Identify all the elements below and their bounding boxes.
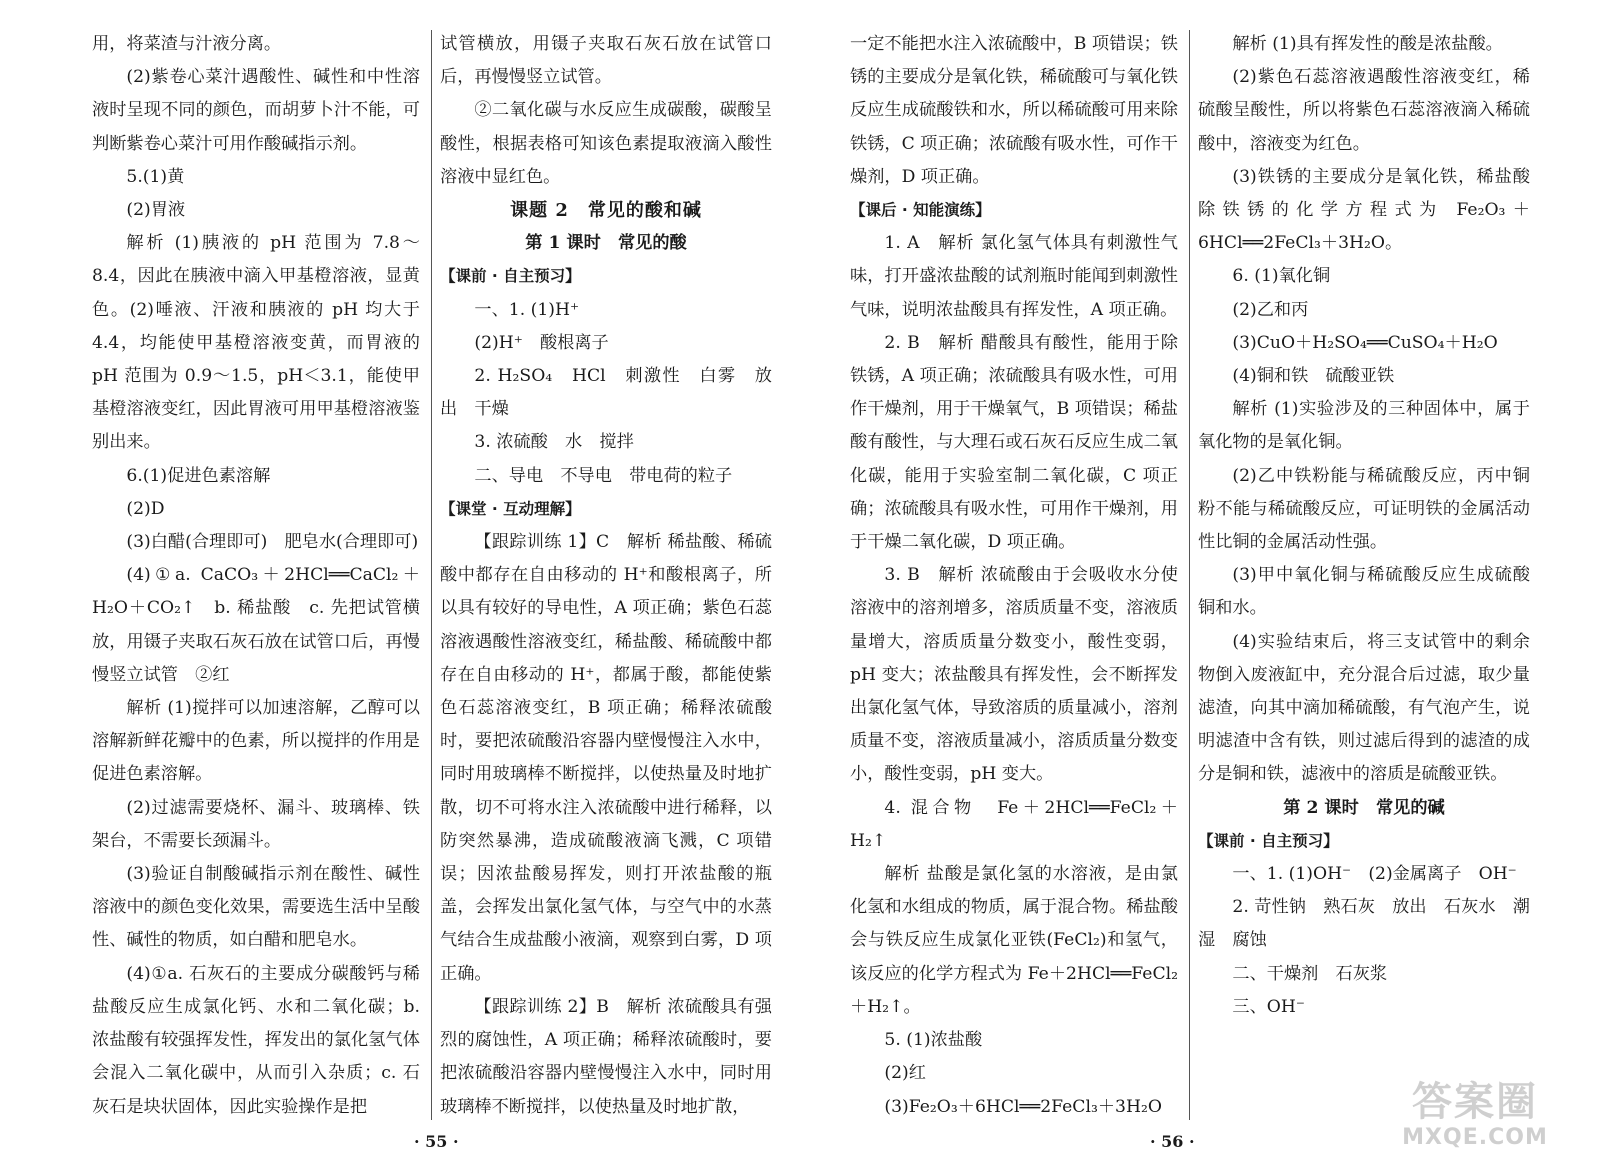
- paragraph: 一定不能把水注入浓硫酸中，B 项错误；铁锈的主要成分是氧化铁，稀硫酸可与氧化铁反应生成硫酸铁和水，所以稀硫酸可用来除铁锈，C 项正确；浓硫酸有吸水性，可作干燥剂，D 项正确。: [850, 34, 1178, 187]
- column-4: [1198, 28, 1530, 1024]
- column-1: [92, 28, 420, 1124]
- paragraph: (2)H⁺ 酸根离子: [474, 332, 609, 353]
- paragraph: 二、导电 不导电 带电荷的粒子: [474, 465, 733, 486]
- paragraph: 3. 浓硫酸 水 搅拌: [474, 432, 634, 453]
- column-2: [440, 28, 772, 1124]
- paragraph: 2. B 解析 醋酸具有酸性，能用于除铁锈，A 项正确；浓硫酸具有吸水性，可用作干燥剂，用于干燥氧气，B 项错误；稀盐酸有酸性，与大理石或石灰石反应生成二氧化碳，能用于实验室制二氧化碳，C 项正确；浓硫酸具有吸水性，可用作干燥剂，用于干燥二氧化碳，D 项正确。: [850, 332, 1178, 553]
- watermark-url: MXQE.COM: [1402, 1125, 1548, 1150]
- paragraph: 第 2 课时 常见的碱: [1283, 797, 1445, 818]
- paragraph: 解析 (1)搅拌可以加速溶解，乙醇可以溶解新鲜花瓣中的色素，所以搅拌的作用是促进色素溶解。: [92, 698, 420, 785]
- paragraph: 二、干燥剂 石灰浆: [1232, 963, 1388, 984]
- watermark-logo-text: 答案圈: [1412, 1079, 1538, 1125]
- watermark: [1390, 1079, 1560, 1155]
- paragraph: 2. H₂SO₄ HCl 刺激性 白雾 放出 干燥: [440, 366, 772, 420]
- paragraph: (2)紫卷心菜汁遇酸性、碱性和中性溶液时呈现不同的颜色，而胡萝卜汁不能，可判断紫卷心菜汁可用作酸碱指示剂。: [92, 67, 420, 154]
- paragraph: 一、1. (1)H⁺: [474, 299, 580, 320]
- paragraph: (4)铜和铁 硫酸亚铁: [1232, 366, 1395, 387]
- paragraph: (2)乙中铁粉能与稀硫酸反应，丙中铜粉不能与稀硫酸反应，可证明铁的金属活动性比铜的金属活动性强。: [1198, 465, 1530, 553]
- paragraph: 课题 2 常见的酸和碱: [510, 200, 702, 222]
- paragraph: 【课堂 · 互动理解】: [440, 499, 581, 518]
- paragraph: 1. A 解析 氯化氢气体具有刺激性气味，打开盛浓盐酸的试剂瓶时能闻到刺激性气味，说明浓盐酸具有挥发性，A 项正确。: [850, 233, 1178, 320]
- paragraph: 【课后 · 知能演练】: [850, 201, 991, 220]
- paragraph: 解析 (1)具有挥发性的酸是浓盐酸。: [1232, 34, 1503, 54]
- paragraph: (2)红: [884, 1063, 926, 1084]
- paragraph: 5. (1)浓盐酸: [884, 1030, 983, 1051]
- paragraph: 2. 苛性钠 熟石灰 放出 石灰水 潮湿 腐蚀: [1198, 897, 1530, 951]
- paragraph: 【课前 · 自主预习】: [440, 267, 581, 286]
- paragraph: (3)CuO＋H₂SO₄══CuSO₄＋H₂O: [1232, 332, 1498, 353]
- paragraph: 第 1 课时 常见的酸: [525, 233, 687, 254]
- page-number-right: · 56 ·: [1150, 1132, 1195, 1151]
- paragraph: 【课前 · 自主预习】: [1198, 831, 1339, 850]
- paragraph: 6. (1)氧化铜: [1232, 266, 1331, 287]
- column-3: [850, 28, 1178, 1124]
- paragraph: 4. 混合物 Fe＋2HCl══FeCl₂＋H₂↑: [850, 797, 1178, 851]
- paragraph: 解析 (1)胰液的 pH 范围为 7.8～8.4，因此在胰液中滴入甲基橙溶液，显黄色。(2)唾液、汗液和胰液的 pH 均大于 4.4，均能使甲基橙溶液变黄，而胃液的 pH 范围为 0.9～1.5，pH＜3.1，能使甲基橙溶液变红，因此胃液可用甲基橙溶液鉴别出来。: [92, 233, 420, 453]
- paragraph: (3)白醋(合理即可) 肥皂水(合理即可): [126, 532, 419, 553]
- column-divider: [1189, 30, 1190, 1120]
- paragraph: (2)过滤需要烧杯、漏斗、玻璃棒、铁架台，不需要长颈漏斗。: [92, 797, 420, 851]
- paragraph: 用，将菜渣与汁液分离。: [92, 34, 282, 54]
- paragraph: (2)紫色石蕊溶液遇酸性溶液变红，稀硫酸呈酸性，所以将紫色石蕊溶液滴入稀硫酸中，溶液变为红色。: [1198, 67, 1530, 154]
- paragraph: 【跟踪训练 2】B 解析 浓硫酸具有强烈的腐蚀性，A 项正确；稀释浓硫酸时，要把浓硫酸沿容器内壁慢慢注入水中，同时用玻璃棒不断搅拌，以使热量及时地扩散，: [440, 996, 772, 1117]
- paragraph: 一、1. (1)OH⁻ (2)金属离子 OH⁻: [1232, 864, 1517, 885]
- paragraph: 解析 (1)实验涉及的三种固体中，属于氧化物的是氧化铜。: [1198, 399, 1530, 453]
- paragraph: (4)实验结束后，将三支试管中的剩余物倒入废液缸中，充分混合后过滤，取少量滤渣，向其中滴加稀硫酸，有气泡产生，说明滤渣中含有铁，则过滤后得到的滤渣的成分是铜和铁，滤液中的溶质是硫酸亚铁。: [1198, 631, 1530, 785]
- paragraph: (3)Fe₂O₃＋6HCl══2FeCl₃＋3H₂O: [884, 1096, 1162, 1117]
- column-divider: [431, 30, 432, 1120]
- paragraph: 三、OH⁻: [1232, 996, 1305, 1017]
- paragraph: 试管横放，用镊子夹取石灰石放在试管口后，再慢慢竖立试管。: [440, 34, 772, 88]
- paragraph: 3. B 解析 浓硫酸由于会吸收水分使溶液中的溶剂增多，溶质质量不变，溶液质量增大，溶质质量分数变小，酸性变弱，pH 变大；浓盐酸具有挥发性，会不断挥发出氯化氢气体，导致溶质的质量减小，溶剂质量不变，溶液质量减小，溶质质量分数变小，酸性变弱，pH 变大。: [850, 565, 1178, 785]
- paragraph: 【跟踪训练 1】C 解析 稀盐酸、稀硫酸中都存在自由移动的 H⁺和酸根离子，所以具有较好的导电性，A 项正确；紫色石蕊溶液遇酸性溶液变红，稀盐酸、稀硫酸中都存在自由移动的 H⁺，都属于酸，都能使紫色石蕊溶液变红，B 项正确；稀释浓硫酸时，要把浓硫酸沿容器内壁慢慢注入水中，同时用玻璃棒不断搅拌，以使热量及时地扩散，切不可将水注入浓硫酸中进行稀释，以防突然暴沸，造成硫酸液滴飞溅，C 项错误；因浓盐酸易挥发，则打开浓盐酸的瓶盖，会挥发出氯化氢气体，与空气中的水蒸气结合生成盐酸小液滴，观察到白雾，D 项正确。: [440, 532, 772, 984]
- paragraph: 6.(1)促进色素溶解: [126, 465, 271, 486]
- paragraph: 解析 盐酸是氯化氢的水溶液，是由氯化氢和水组成的物质，属于混合物。稀盐酸会与铁反应生成氯化亚铁(FeCl₂)和氢气，该反应的化学方程式为 Fe＋2HCl══FeCl₂＋H₂↑。: [850, 864, 1178, 1017]
- paragraph: (4)①a. CaCO₃＋2HCl══CaCl₂＋H₂O＋CO₂↑ b. 稀盐酸 c. 先把试管横放，用镊子夹取石灰石放在试管口后，再慢慢竖立试管 ②红: [92, 565, 420, 685]
- paragraph: (3)验证自制酸碱指示剂在酸性、碱性溶液中的颜色变化效果，需要选生活中呈酸性、碱性的物质，如白醋和肥皂水。: [92, 864, 420, 951]
- paragraph: (2)胃液: [126, 200, 186, 221]
- paragraph: (3)铁锈的主要成分是氧化铁，稀盐酸除铁锈的化学方程式为 Fe₂O₃＋6HCl══2FeCl₃＋3H₂O。: [1198, 166, 1530, 254]
- paragraph: (2)乙和丙: [1232, 299, 1309, 320]
- paragraph: ②二氧化碳与水反应生成碳酸，碳酸呈酸性，根据表格可知该色素提取液滴入酸性溶液中显红色。: [440, 100, 772, 187]
- paragraph: (2)D: [126, 498, 165, 519]
- paragraph: 5.(1)黄: [126, 166, 185, 187]
- paragraph: (3)甲中氧化铜与稀硫酸反应生成硫酸铜和水。: [1198, 565, 1530, 619]
- page-number-left: · 55 ·: [414, 1132, 459, 1151]
- paragraph: (4)①a. 石灰石的主要成分碳酸钙与稀盐酸反应生成氯化钙、水和二氧化碳；b. 浓盐酸有较强挥发性，挥发出的氯化氢气体会混入二氧化碳中，从而引入杂质；c. 石灰石是块状固体，因此实验操作是把: [92, 963, 420, 1117]
